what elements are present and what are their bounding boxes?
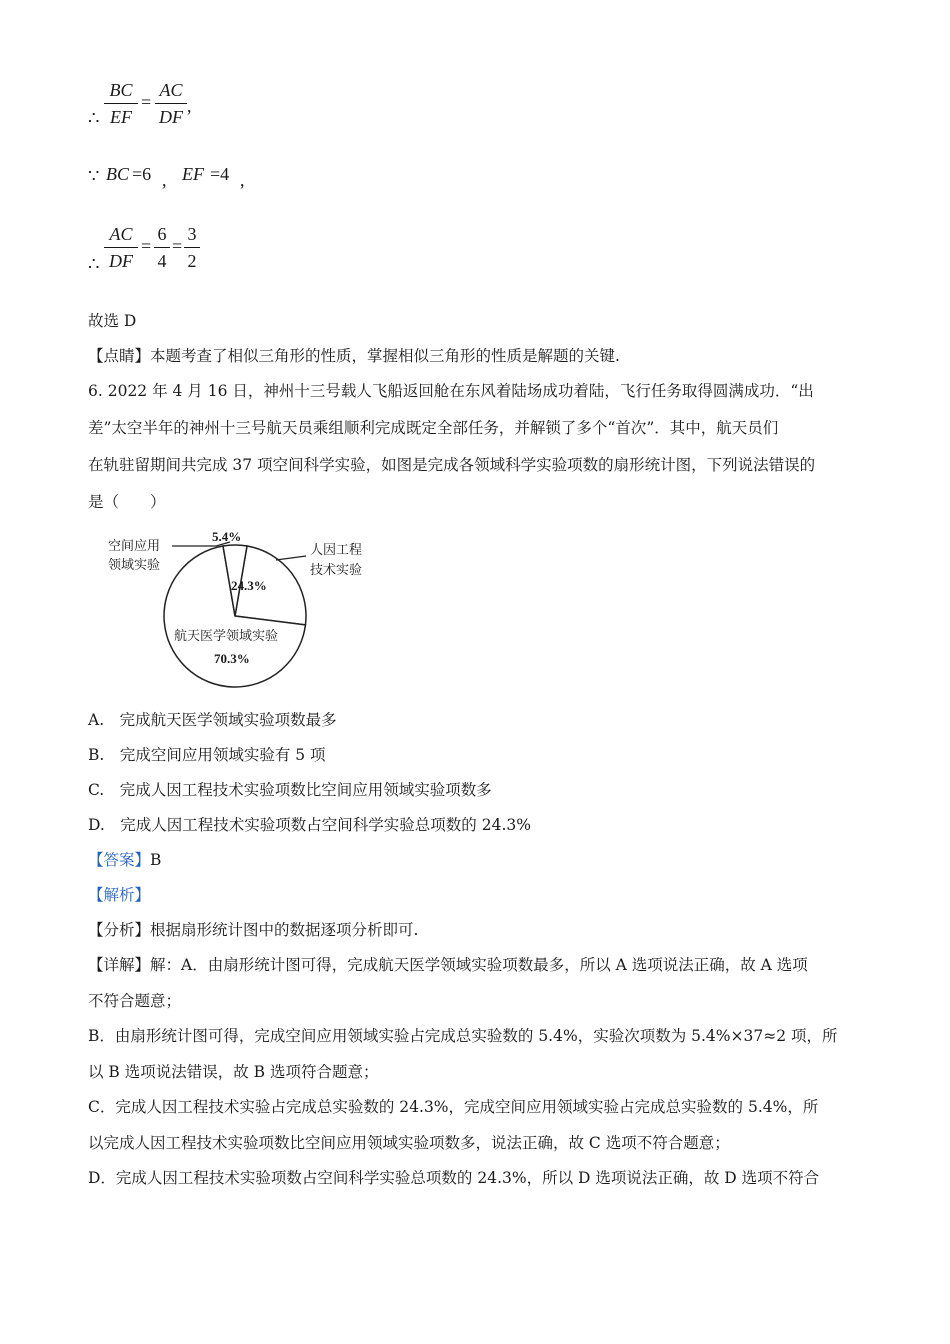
fraction-denominator: 2 <box>187 251 197 271</box>
fraction-denominator: EF <box>110 107 132 127</box>
answer-value: B <box>150 851 162 869</box>
fraction-numerator: 3 <box>187 224 197 244</box>
detail-line-4: 以 B 选项说法错误，故 B 选项符合题意； <box>88 1063 379 1081</box>
fraction-denominator: 4 <box>157 251 167 271</box>
analysis-tag: 【解析】 <box>88 886 151 904</box>
therefore-symbol-2: ∴ <box>88 254 100 274</box>
option-a: A. 完成航天医学领域实验项数最多 <box>88 711 337 729</box>
fraction-bar <box>104 103 138 104</box>
segment-ef: EF <box>182 164 204 184</box>
option-c: C. 完成人因工程技术实验项数比空间应用领域实验项数多 <box>88 781 492 799</box>
because-symbol: ∵ <box>88 166 100 186</box>
detail-line-1: 【详解】解：A．由扇形统计图可得，完成航天医学领域实验项数最多，所以 A 选项说法正确，故 A 选项 <box>88 956 808 974</box>
separator-comma: , <box>162 170 167 190</box>
fraction-bar <box>104 247 138 248</box>
fraction-denominator: DF <box>159 107 183 127</box>
therefore-symbol-1: ∴ <box>88 108 100 128</box>
fraction-bar <box>154 247 170 248</box>
question-6-line-4: 是（ ） <box>88 493 166 511</box>
analysis-paragraph: 【分析】根据扇形统计图中的数据逐项分析即可. <box>88 921 419 939</box>
pie-label-human-line-1: 人因工程 <box>310 543 363 558</box>
segment-bc: BC <box>106 164 130 184</box>
equals-sign: = <box>141 92 152 112</box>
equals-sign: = <box>141 236 152 256</box>
equals-sign: = <box>172 236 183 256</box>
fraction-numerator: BC <box>109 80 133 100</box>
leader-line-human <box>276 556 306 560</box>
ef-value: =4 <box>210 164 230 184</box>
detail-line-2: 不符合题意； <box>88 992 182 1010</box>
pie-value-label-human: 24.3% <box>231 578 267 593</box>
bc-value: =6 <box>132 164 152 184</box>
comma: , <box>187 96 192 116</box>
pie-label-space-line-2: 领域实验 <box>108 558 161 573</box>
pie-chart <box>100 520 380 690</box>
detail-line-6: 以完成人因工程技术实验项数比空间应用领域实验项数多，说法正确，故 C 选项不符合题意； <box>88 1134 730 1152</box>
fraction-ac-df-2 <box>104 222 138 273</box>
pie-label-medical: 航天医学领域实验 <box>174 629 279 644</box>
fraction-denominator: DF <box>109 251 133 271</box>
question-6-line-2: 差”太空半年的神州十三号航天员乘组顺利完成既定全部任务，并解锁了多个“首次”．其中，航天员们 <box>88 419 779 437</box>
pie-label-human-line-2: 技术实验 <box>310 563 363 578</box>
detail-line-3: B．由扇形统计图可得，完成空间应用领域实验占完成总实验数的 5.4%，实验次项数为 5.4%×37≈2 项，所 <box>88 1027 838 1045</box>
pie-value-label-medical: 70.3% <box>214 651 250 666</box>
fraction-numerator: AC <box>159 80 183 100</box>
answer-line <box>88 850 161 870</box>
pie-label-space-line-1: 空间应用 <box>108 539 161 554</box>
fraction-numerator: AC <box>109 224 133 244</box>
pie-value-label-space: 5.4% <box>212 529 242 544</box>
fraction-ac-df <box>155 78 187 129</box>
fraction-3-2 <box>184 222 200 273</box>
fraction-6-4 <box>154 222 170 273</box>
detail-line-7: D．完成人因工程技术实验项数占空间科学实验总项数的 24.3%，所以 D 选项说法正确，故 D 选项不符合 <box>88 1169 820 1187</box>
fraction-bc-ef <box>104 78 138 129</box>
trailing-comma: , <box>240 170 245 190</box>
question-6-line-1: 6. 2022 年 4 月 16 日，神州十三号载人飞船返回舱在东风着陆场成功着陆，飞行任务取得圆满成功．“出 <box>88 382 814 400</box>
fraction-bar <box>184 247 200 248</box>
comment-paragraph: 【点睛】本题考查了相似三角形的性质，掌握相似三角形的性质是解题的关键. <box>88 347 620 365</box>
fraction-numerator: 6 <box>157 224 167 244</box>
detail-line-5: C．完成人因工程技术实验占完成总实验数的 24.3%，完成空间应用领域实验占完成总实验数的 5.4%，所 <box>88 1098 819 1116</box>
option-d: D. 完成人因工程技术实验项数占空间科学实验总项数的 24.3% <box>88 816 531 834</box>
choose-d: 故选 D <box>88 312 137 330</box>
option-b: B. 完成空间应用领域实验有 5 项 <box>88 746 326 764</box>
answer-tag: 【答案】 <box>88 851 151 869</box>
question-6-line-3: 在轨驻留期间共完成 37 项空间科学实验，如图是完成各领域科学实验项数的扇形统计图，下列说法错误的 <box>88 456 816 474</box>
fraction-bar <box>155 103 187 104</box>
